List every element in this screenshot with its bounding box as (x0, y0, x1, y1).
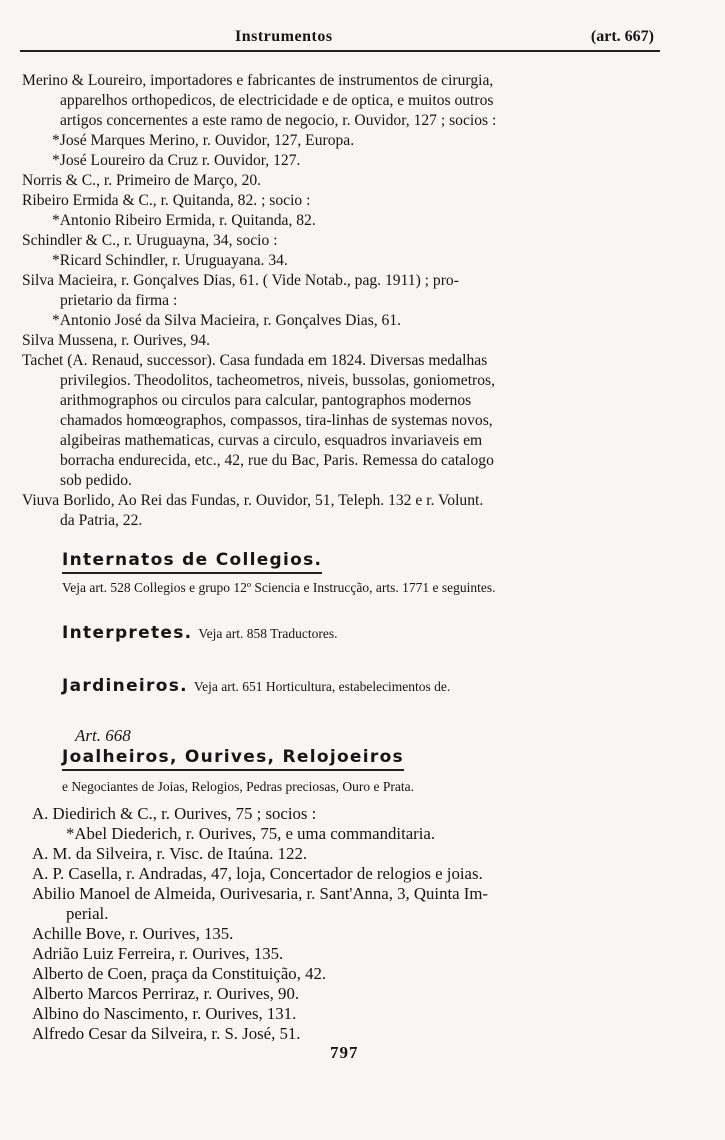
entry-line: chamados homœographos, compassos, tira-linhas de systemas novos, (60, 412, 493, 429)
entry-line: *José Loureiro da Cruz r. Ouvidor, 127. (52, 152, 301, 169)
section-title-joalheiros: Joalheiros, Ourives, Relojoeiros (62, 745, 404, 771)
entry-line: Alfredo Cesar da Silveira, r. S. José, 51. (32, 1024, 301, 1043)
entry-line: *Antonio José da Silva Macieira, r. Gonçalves Dias, 61. (52, 312, 402, 329)
entry-line: A. Diedirich & C., r. Ourives, 75 ; socios : (32, 804, 317, 823)
section-title-internatos: Internatos de Collegios. (62, 548, 322, 574)
entry-line: *Ricard Schindler, r. Uruguayana. 34. (52, 252, 288, 269)
entry-line: *José Marques Merino, r. Ouvidor, 127, Europa. (52, 132, 355, 149)
entry-line: *Antonio Ribeiro Ermida, r. Quitanda, 82. (52, 212, 316, 229)
entry-line: borracha endurecida, etc., 42, rue du Bac, Paris. Remessa do catalogo (60, 452, 494, 469)
entry-line: Silva Macieira, r. Gonçalves Dias, 61. ( Vide Notab., pag. 1911) ; pro- (22, 272, 459, 289)
section-subtitle: e Negociantes de Joias, Relogios, Pedras preciosas, Ouro e Prata. (62, 779, 415, 794)
entry-line: Schindler & C., r. Uruguayna, 34, socio : (22, 232, 278, 249)
entry-line: Silva Mussena, r. Ourives, 94. (22, 332, 210, 349)
entry-line: perial. (66, 904, 109, 923)
entry-line: artigos concernentes a este ramo de negocio, r. Ouvidor, 127 ; socios : (60, 112, 497, 129)
entry-line: Achille Bove, r. Ourives, 135. (32, 924, 234, 943)
entry-line: *Abel Diederich, r. Ourives, 75, e uma commanditaria. (66, 824, 436, 843)
entry-line: da Patria, 22. (60, 512, 143, 529)
entry-line: Merino & Loureiro, importadores e fabricantes de instrumentos de cirurgia, (22, 72, 494, 89)
entry-line: Viuva Borlido, Ao Rei das Fundas, r. Ouvidor, 51, Teleph. 132 e r. Volunt. (22, 492, 484, 509)
page-header (20, 28, 660, 52)
section-title-interpretes: Interpretes. (62, 623, 193, 643)
header-article-number: (art. 667) (590, 28, 654, 45)
entry-line: Tachet (A. Renaud, successor). Casa fundada em 1824. Diversas medalhas (22, 352, 488, 369)
section-reference: Veja art. 651 Horticultura, estabelecimentos de. (193, 679, 451, 694)
entry-line: sob pedido. (60, 472, 132, 489)
entry-line: privilegios. Theodolitos, tacheometros, niveis, bussolas, goniometros, (60, 372, 495, 389)
entry-line: Alberto de Coen, praça da Constituição, 42. (32, 964, 327, 983)
entry-line: Norris & C., r. Primeiro de Março, 20. (22, 172, 262, 189)
entry-line: Ribeiro Ermida & C., r. Quitanda, 82. ; socio : (22, 192, 311, 209)
entry-line: prietario da firma : (60, 292, 178, 309)
section-title-jardineiros: Jardineiros. (62, 676, 188, 696)
section-interpretes (62, 621, 338, 646)
entry-line: arithmographos ou circulos para calcular, pantographos modernos (60, 392, 472, 409)
entry-line: A. P. Casella, r. Andradas, 47, loja, Concertador de relogios e joias. (32, 864, 483, 883)
header-title: Instrumentos (235, 28, 333, 45)
entry-line: Abilio Manoel de Almeida, Ourivesaria, r. Sant'Anna, 3, Quinta Im- (32, 884, 489, 903)
article-label: Art. 668 (75, 726, 131, 745)
entry-line: Albino do Nascimento, r. Ourives, 131. (32, 1004, 297, 1023)
entry-line: Alberto Marcos Perriraz, r. Ourives, 90. (32, 984, 300, 1003)
entry-line: Adrião Luiz Ferreira, r. Ourives, 135. (32, 944, 284, 963)
entry-line: A. M. da Silveira, r. Visc. de Itaúna. 122. (32, 844, 308, 863)
entry-line: apparelhos orthopedicos, de electricidade e de optica, e muitos outros (60, 92, 494, 109)
section-reference: Veja art. 528 Collegios e grupo 12º Sciencia e Instrucção, arts. 1771 e seguintes. (62, 580, 496, 595)
page-number: 797 (330, 1043, 359, 1062)
entry-line: algibeiras mathematicas, curvas a circulo, esquadros invariaveis em (60, 432, 483, 449)
section-reference: Veja art. 858 Traductores. (198, 626, 338, 641)
section-jardineiros (62, 674, 450, 699)
